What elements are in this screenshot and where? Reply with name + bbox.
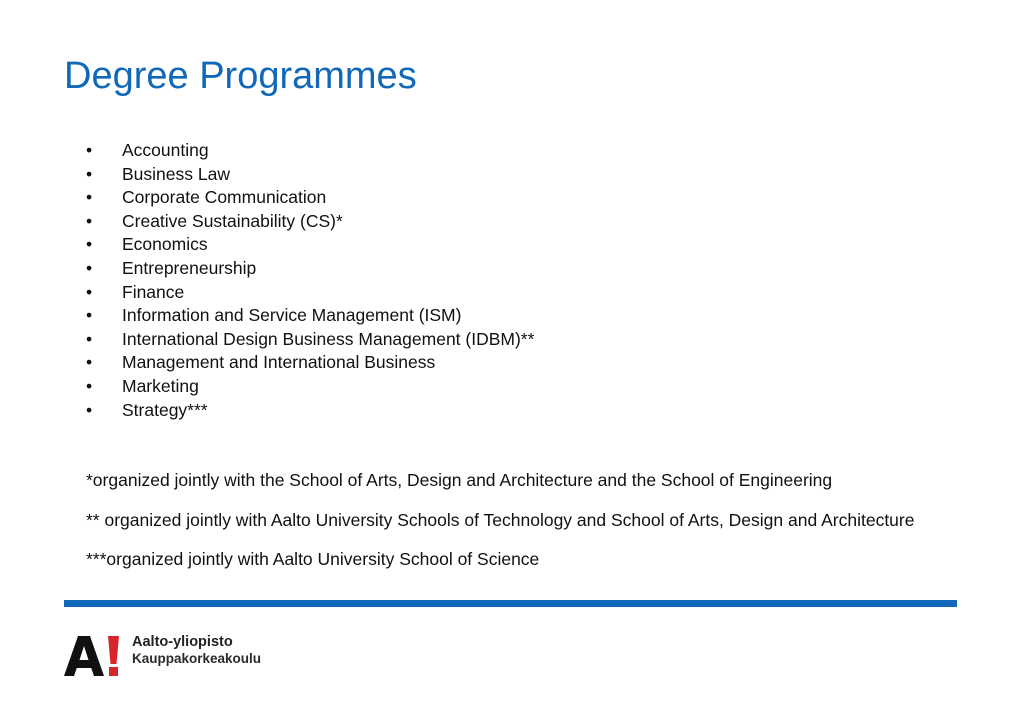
bullet-icon: • bbox=[86, 234, 93, 255]
programme-name: Information and Service Management (ISM) bbox=[122, 305, 462, 326]
bullet-icon: • bbox=[86, 399, 93, 420]
bullet-icon: • bbox=[86, 140, 93, 160]
programme-name: Business Law bbox=[122, 163, 230, 184]
programme-name: Strategy*** bbox=[122, 399, 208, 420]
bullet-icon: • bbox=[86, 328, 93, 349]
programme-name: International Design Business Management (IDBM)** bbox=[122, 328, 535, 349]
bullet-icon: • bbox=[86, 352, 93, 373]
bullet-icon: • bbox=[86, 257, 93, 278]
page-title: Degree Programmes bbox=[64, 55, 417, 97]
divider-rule bbox=[64, 600, 957, 607]
logo-wordmark bbox=[132, 634, 261, 667]
programme-name: Corporate Communication bbox=[122, 187, 327, 208]
programme-name: Entrepreneurship bbox=[122, 257, 257, 278]
aalto-logo-icon bbox=[64, 634, 122, 676]
footnote-cs: *organized jointly with the School of Arts, Design and Architecture and the School of Engineering bbox=[86, 470, 833, 490]
bullet-icon: • bbox=[86, 375, 93, 396]
bullet-icon: • bbox=[86, 210, 93, 231]
programme-name: Accounting bbox=[122, 140, 209, 160]
programme-name: Management and International Business bbox=[122, 352, 436, 373]
footnote-strategy: ***organized jointly with Aalto University School of Science bbox=[86, 549, 540, 569]
bullet-icon: • bbox=[86, 281, 93, 302]
exclamation-dot bbox=[109, 667, 118, 676]
bullet-icon: • bbox=[86, 163, 93, 184]
logo-school-name: Kauppakorkeakoulu bbox=[132, 651, 262, 666]
bullet-icon: • bbox=[86, 305, 93, 326]
exclamation-stroke bbox=[108, 636, 119, 664]
programme-name: Marketing bbox=[122, 375, 199, 396]
programme-name: Economics bbox=[122, 234, 208, 255]
programme-name: Finance bbox=[122, 281, 185, 302]
bullet-icon: • bbox=[86, 187, 93, 208]
programme-name: Creative Sustainability (CS)* bbox=[122, 210, 343, 231]
footnote-idbm: ** organized jointly with Aalto University Schools of Technology and School of Arts, Design and Architecture bbox=[86, 509, 915, 530]
university-logo bbox=[64, 634, 284, 676]
footnotes bbox=[86, 469, 946, 588]
logo-university-name: Aalto-yliopisto bbox=[132, 634, 233, 650]
